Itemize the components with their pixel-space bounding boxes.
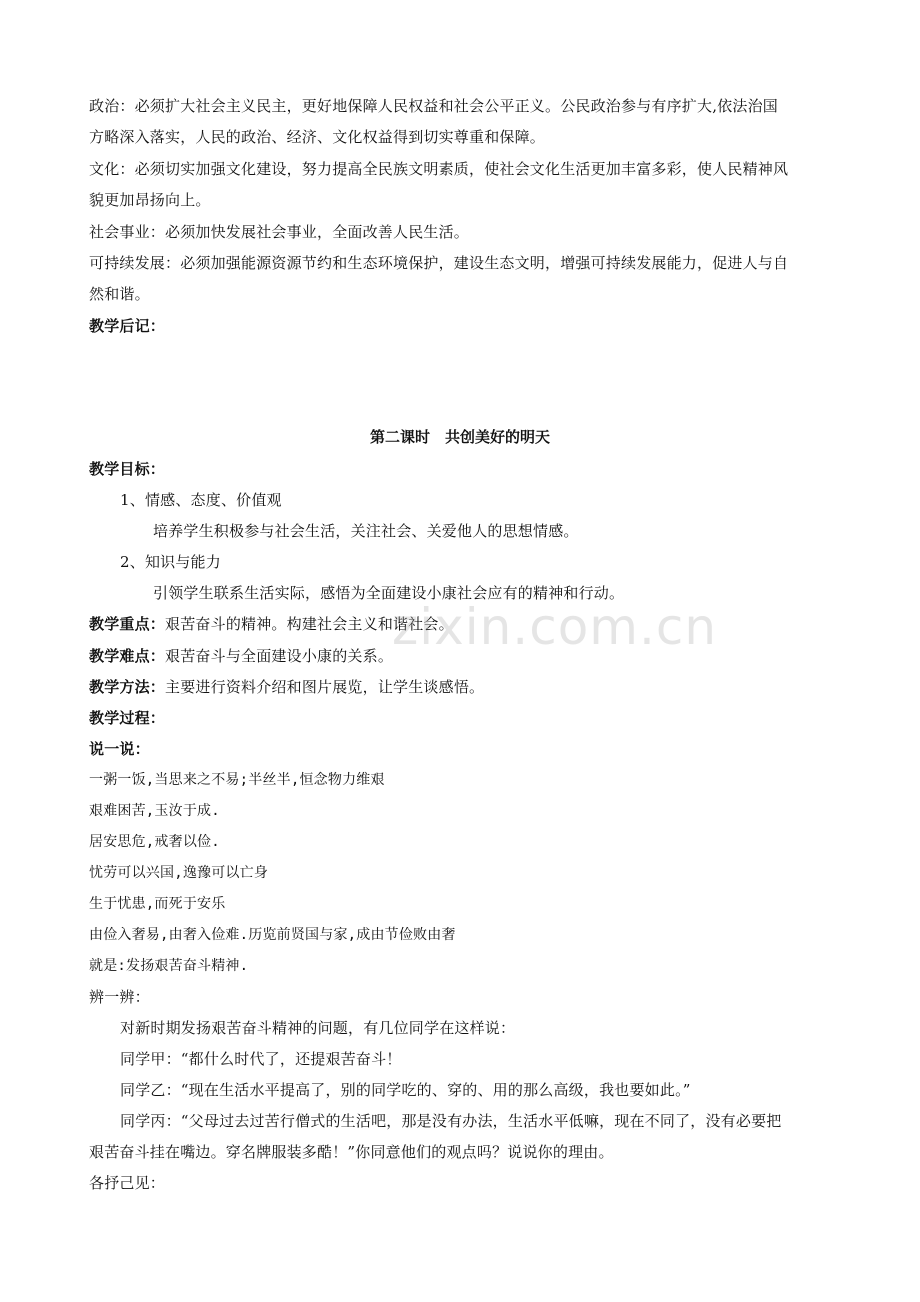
postscript-label: 教学后记：: [89, 317, 166, 335]
method-text: 主要进行资料介绍和图片展览，让学生谈感悟。: [165, 678, 485, 696]
debate-student-c-2: 艰苦奋斗挂在嘴边。穿名牌服装多酷！”你同意他们的观点吗？说说你的理由。: [89, 1143, 614, 1161]
debate-intro: 对新时期发扬艰苦奋斗精神的问题，有几位同学在这样说：: [120, 1019, 516, 1037]
lesson-title: 第二课时 共创美好的明天: [369, 428, 550, 446]
culture-line-2: 貌更加昂扬向上。: [89, 191, 211, 209]
watermark: zixin.com.cn: [392, 598, 718, 656]
objective-item-2: 2、知识与能力: [120, 553, 221, 571]
key-point-label: 教学重点：: [89, 615, 166, 633]
culture-line-1: 文化：必须切实加强文化建设，努力提高全民族文明素质，使社会文化生活更加丰富多彩，使人民精神风: [89, 160, 789, 178]
key-point-text: 艰苦奋斗的精神。构建社会主义和谐社会。: [165, 615, 454, 633]
objectives-label: 教学目标：: [89, 460, 166, 478]
social-line: 社会事业：必须加快发展社会事业，全面改善人民生活。: [89, 223, 470, 241]
objective-item-2-text: 引领学生联系生活实际，感悟为全面建设小康社会应有的精神和行动。: [153, 584, 625, 602]
say-line-2: 艰难困苦,玉汝于成.: [89, 803, 220, 819]
say-line-4: 忧劳可以兴国,逸豫可以亡身: [89, 865, 269, 881]
politics-line-2: 方略深入落实，人民的政治、经济、文化权益得到切实尊重和保障。: [89, 128, 546, 146]
say-line-1: 一粥一饭,当思来之不易;半丝半,恒念物力维艰: [89, 772, 385, 788]
objective-item-1: 1、情感、态度、价值观: [120, 491, 282, 509]
say-line-6: 由俭入奢易,由奢入俭难.历览前贤国与家,成由节俭败由奢: [89, 927, 456, 943]
say-line-7: 就是:发扬艰苦奋斗精神.: [89, 958, 249, 974]
method-line: [89, 676, 484, 698]
say-label: 说一说：: [89, 740, 150, 758]
debate-student-c-1: 同学丙：“父母过去过苦行僧式的生活吧，那是没有办法，生活水平低嘛，现在不同了，没有必要把: [120, 1112, 782, 1130]
debate-student-a: 同学甲：“都什么时代了，还提艰苦奋斗！: [120, 1050, 402, 1068]
objective-item-1-text: 培养学生积极参与社会生活，关注社会、关爱他人的思想情感。: [153, 522, 579, 540]
difficulty-label: 教学难点：: [89, 647, 166, 665]
say-line-3: 居安思危,戒奢以俭.: [89, 834, 220, 850]
debate-label: 辨一辨：: [89, 988, 150, 1006]
sustain-line-2: 然和谐。: [89, 285, 150, 303]
difficulty-line: [89, 645, 393, 667]
politics-line-1: 政治：必须扩大社会主义民主，更好地保障人民权益和社会公平正义。公民政治参与有序扩大,依法治国: [89, 97, 778, 115]
sustain-line-1: 可持续发展：必须加强能源资源节约和生态环境保护，建设生态文明，增强可持续发展能力，促进人与自: [89, 254, 789, 272]
method-label: 教学方法：: [89, 678, 166, 696]
debate-student-b: 同学乙：“现在生活水平提高了，别的同学吃的、穿的、用的那么高级，我也要如此。”: [120, 1081, 691, 1099]
say-line-5: 生于忧患,而死于安乐: [89, 896, 226, 912]
difficulty-text: 艰苦奋斗与全面建设小康的关系。: [165, 647, 394, 665]
debate-opinion: 各抒己见：: [89, 1174, 166, 1192]
process-label: 教学过程：: [89, 709, 166, 727]
